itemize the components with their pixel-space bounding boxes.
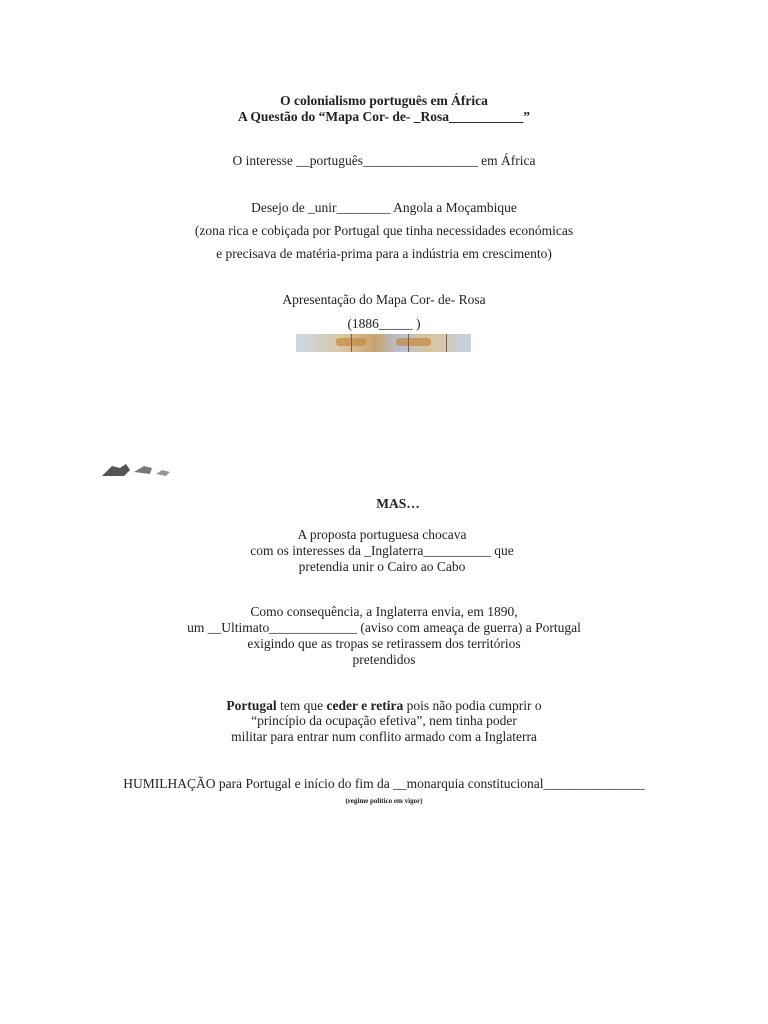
regime-note: (regime político em vigor)	[345, 797, 423, 805]
year-line: (1886_____ )	[347, 316, 421, 331]
humiliation-line: HUMILHAÇÃO para Portugal e início do fim da __monarquia constitucional_______________	[123, 776, 645, 791]
military-line: militar para entrar num conflito armado com a Inglaterra	[231, 729, 537, 744]
interest-line: O interesse __português_________________ em África	[232, 153, 536, 168]
zone-line-1: (zona rica e cobiçada por Portugal que tinha necessidades económicas	[194, 223, 574, 238]
proposal-line-2: com os interesses da _Inglaterra__________ que	[250, 543, 514, 558]
principle-line: “princípio da ocupação efetiva”, nem tinha poder	[251, 713, 517, 728]
decorative-image	[100, 460, 180, 480]
doc-title: O colonialismo português em África	[280, 93, 488, 108]
cede-bold: ceder e retira	[326, 698, 404, 713]
proposal-line-1: A proposta portuguesa chocava	[297, 527, 467, 542]
consequence-line-1: Como consequência, a Inglaterra envia, em 1890,	[250, 604, 518, 619]
consequence-line-2: um __Ultimato_____________ (aviso com ameaça de guerra) a Portugal	[187, 620, 581, 635]
desire-line: Desejo de _unir________ Angola a Moçambique	[251, 200, 517, 215]
portugal-line: Portugal tem que ceder e retira pois não podia cumprir o	[226, 698, 542, 713]
consequence-line-3: exigindo que as tropas se retirassem dos territórios	[247, 636, 521, 651]
mas-heading: MAS…	[376, 496, 420, 511]
consequence-line-4: pretendidos	[352, 652, 416, 667]
presentation-line: Apresentação do Mapa Cor- de- Rosa	[282, 292, 486, 307]
zone-line-2: e precisava de matéria-prima para a indústria em crescimento)	[216, 246, 552, 261]
map-image	[296, 334, 471, 352]
doc-subtitle: A Questão do “Mapa Cor- de- _Rosa___________”	[238, 109, 530, 124]
proposal-line-3: pretendia unir o Cairo ao Cabo	[298, 559, 466, 574]
portugal-bold: Portugal	[226, 698, 277, 713]
